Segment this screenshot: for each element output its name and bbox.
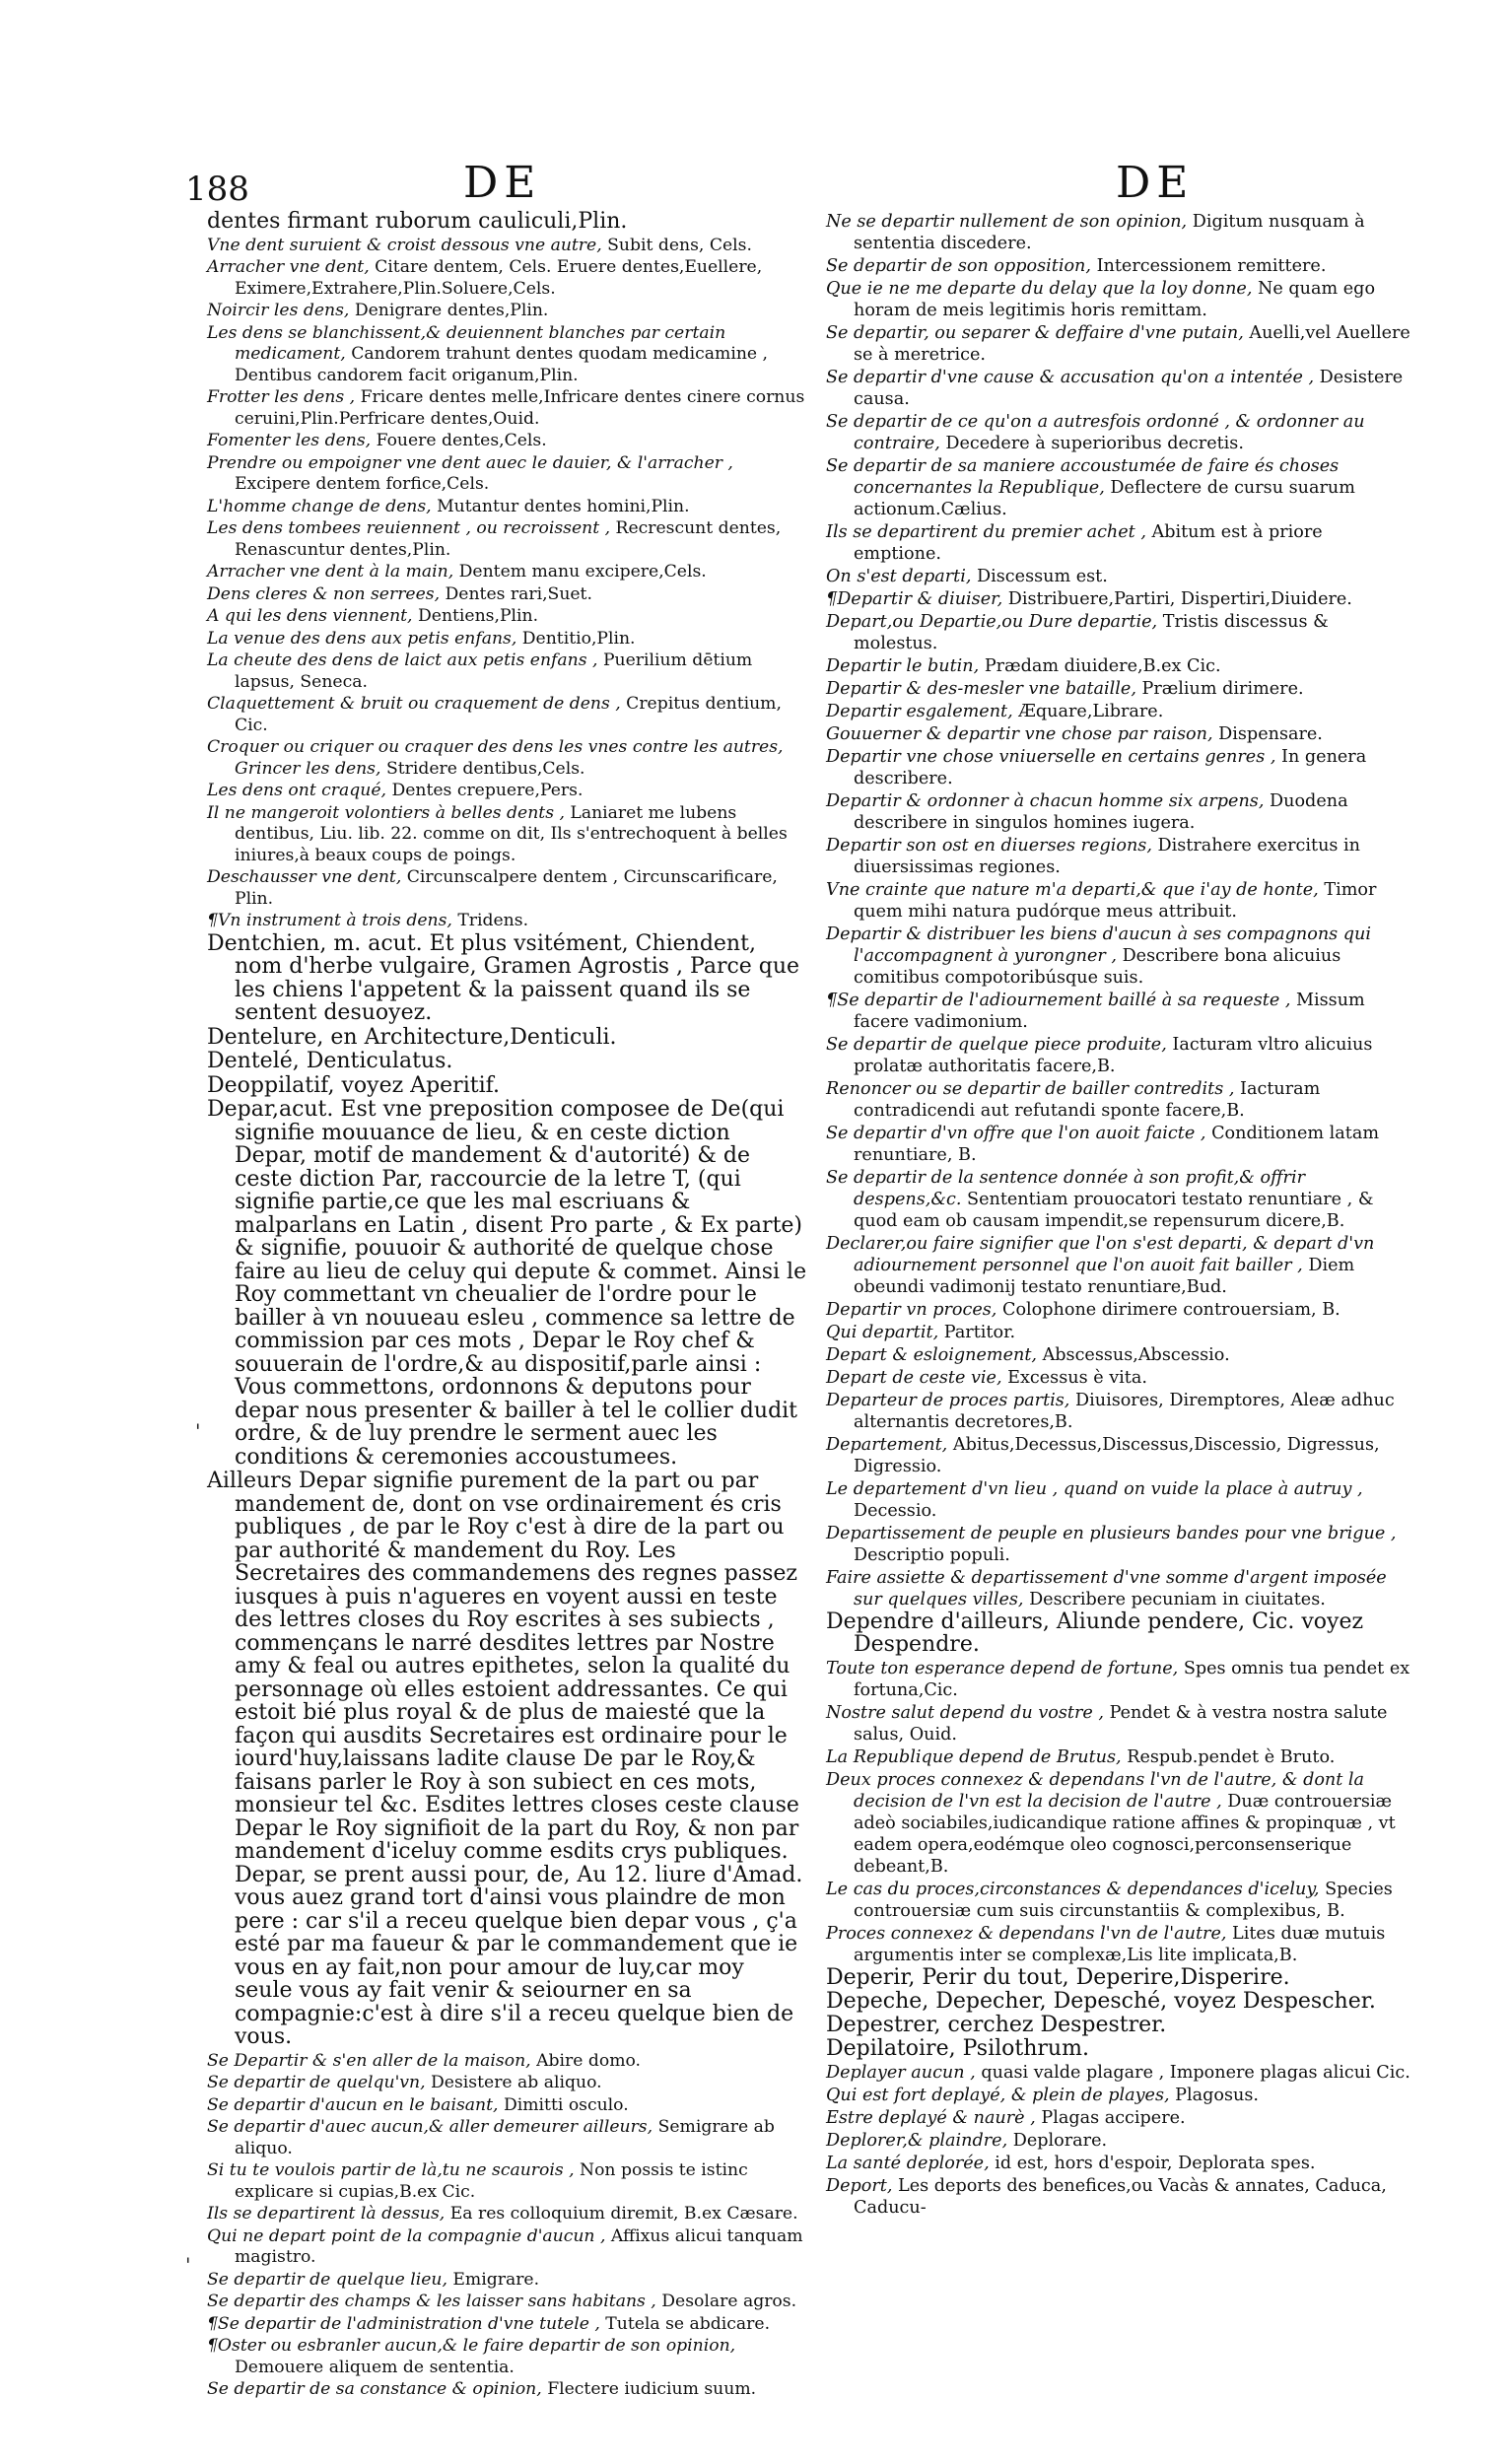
- french-phrase: ¶Departir & diuiser,: [826, 589, 1003, 609]
- running-head-right: DE: [1116, 158, 1195, 208]
- dictionary-entry: [207, 1099, 808, 1470]
- latin-equivalent: Sententiam prouocatori testato renuntiare , & quod eam ob causam impendit,se repensurum dicere,B.: [854, 1190, 1374, 1231]
- dictionary-entry: [207, 2226, 808, 2269]
- french-phrase: La venue des dens aux petis enfans,: [207, 628, 517, 649]
- latin-equivalent: Stridere dentibus,Cels.: [385, 758, 585, 779]
- french-phrase: Les dens tombees reuiennent , ou recroissent ,: [207, 518, 611, 538]
- french-phrase: Se departir de son opposition,: [826, 256, 1091, 276]
- french-phrase: Frotter les dens ,: [207, 387, 356, 407]
- latin-equivalent: Describere bona alicuius comitibus compotoribúsque suis.: [854, 946, 1341, 988]
- latin-equivalent: Semigrare ab aliquo.: [235, 2117, 775, 2158]
- french-phrase: Departeur de proces partis,: [826, 1391, 1070, 1410]
- latin-equivalent: Citare dentem, Cels. Eruere dentes,Euellere, Eximere,Extrahere,Plin.Soluere,Cels.: [235, 257, 763, 299]
- dictionary-entry: [826, 2175, 1411, 2219]
- dictionary-entry: [826, 1123, 1411, 1166]
- french-phrase: Departir son ost en diuerses regions,: [826, 836, 1152, 856]
- french-phrase: Qui departit,: [826, 1323, 939, 1342]
- latin-equivalent: Dentem manu excipere,Cels.: [458, 562, 707, 582]
- latin-equivalent: Timor quem mihi natura pudórque meus attribuit.: [854, 880, 1377, 922]
- dictionary-entry: [826, 1434, 1411, 1477]
- dictionary-entry: [207, 431, 808, 452]
- latin-equivalent: Fricare dentes melle,Infricare dentes cinere cornus ceruini,Plin.Perfricare dentes,Ouid.: [235, 387, 805, 429]
- latin-equivalent: Crepitus dentium, Cic.: [235, 694, 782, 735]
- dictionary-entry: [826, 2062, 1411, 2084]
- french-phrase: Deschausser vne dent,: [207, 867, 402, 887]
- french-phrase: Les dens se blanchissent,& deuiennent blanches par certain medicament,: [207, 322, 726, 364]
- dictionary-entry: [207, 781, 808, 802]
- latin-equivalent: Affixus alicui tanquam magistro.: [235, 2225, 803, 2267]
- latin-equivalent: Desistere ab aliquo.: [431, 2073, 602, 2092]
- latin-equivalent: Subit dens, Cels.: [607, 235, 752, 255]
- latin-equivalent: Decedere à superioribus decretis.: [945, 434, 1244, 453]
- dictionary-entry: [826, 411, 1411, 454]
- french-phrase: Departir & distribuer les biens d'aucun à ses compagnons qui l'accompagnent à yurongner ,: [826, 924, 1371, 966]
- french-phrase: Faire assiette & departissement d'vne somme d'argent imposée sur quelques villes,: [826, 1568, 1387, 1609]
- dictionary-entry: [826, 1167, 1411, 1232]
- dictionary-entry: [826, 655, 1411, 677]
- dictionary-entry: [826, 588, 1411, 610]
- latin-equivalent: Iacturam vltro alicuius prolatæ authoritatis facere,B.: [854, 1035, 1373, 1076]
- dictionary-entry: [207, 2314, 808, 2336]
- french-phrase: La cheute des dens de laict aux petis enfans ,: [207, 650, 598, 670]
- dictionary-entry: [207, 2204, 808, 2225]
- headword-entry: Dentelure, en Architecture,Denticuli.: [207, 1024, 617, 1050]
- french-phrase: Se departir de la sentence donnée à son profit,& offrir despens,&c.: [826, 1168, 1305, 1209]
- dictionary-entry: [826, 835, 1411, 878]
- french-phrase: Departir vne chose vniuerselle en certains genres ,: [826, 747, 1276, 767]
- french-phrase: Deplayer aucun ,: [826, 2063, 976, 2083]
- latin-equivalent: Intercessionem remittere.: [1096, 256, 1327, 276]
- dictionary-entry: [826, 1034, 1411, 1077]
- dictionary-entry: [207, 323, 808, 387]
- french-phrase: ¶Vn instrument à trois dens,: [207, 911, 452, 930]
- latin-equivalent: Prædam diuidere,B.ex Cic.: [984, 656, 1221, 676]
- french-phrase: Depart,ou Departie,ou Dure departie,: [826, 612, 1158, 632]
- dictionary-entry: [826, 255, 1411, 277]
- french-phrase: Toute ton esperance depend de fortune,: [826, 1659, 1179, 1678]
- french-phrase: Fomenter les dens,: [207, 431, 372, 450]
- latin-equivalent: Spes omnis tua pendet ex fortuna,Cic.: [854, 1659, 1410, 1700]
- dictionary-entry: [826, 1322, 1411, 1343]
- french-phrase: A qui les dens viennent,: [207, 606, 413, 626]
- latin-equivalent: Prælium dirimere.: [1141, 679, 1304, 699]
- latin-equivalent: Conditionem latam renuntiare, B.: [854, 1124, 1380, 1165]
- latin-equivalent: Plagas accipere.: [1041, 2108, 1186, 2128]
- french-phrase: Departir vn proces,: [826, 1300, 997, 1320]
- latin-equivalent: Dispensare.: [1218, 724, 1323, 744]
- french-phrase: Que ie ne me departe du delay que la loy donne,: [826, 279, 1253, 299]
- latin-equivalent: Recrescunt dentes, Renascuntur dentes,Plin.: [235, 518, 782, 560]
- dictionary-entry: [826, 2085, 1411, 2106]
- dictionary-entry: [207, 803, 808, 867]
- french-phrase: Proces connexez & dependans l'vn de l'autre,: [826, 1924, 1227, 1944]
- dictionary-entry: [826, 678, 1411, 700]
- french-phrase: Departement,: [826, 1435, 948, 1455]
- french-phrase: Se departir de ce qu'on a autresfois ordonné , & ordonner au contraire,: [826, 412, 1365, 453]
- dictionary-entry: [207, 2117, 808, 2159]
- dictionary-entry: [207, 1471, 808, 2050]
- latin-equivalent: Lites duæ mutuis argumentis inter se complexæ,Lis lite implicata,B.: [854, 1924, 1386, 1965]
- dictionary-entry: [207, 211, 808, 235]
- dictionary-entry: [207, 650, 808, 693]
- latin-equivalent: Excipere dentem forfice,Cels.: [235, 474, 490, 494]
- latin-equivalent: Abitum est à priore emptione.: [854, 522, 1323, 564]
- french-phrase: La Republique depend de Brutus,: [826, 1747, 1122, 1767]
- latin-equivalent: Laniaret me lubens dentibus, Liu. lib. 22. comme on dit, Ils s'entrechoquent à belles iniures,à beaux coups de poings.: [235, 802, 788, 865]
- latin-equivalent: Plagosus.: [1175, 2086, 1259, 2105]
- latin-equivalent: Tridens.: [457, 911, 529, 930]
- latin-equivalent: Deplorare.: [1012, 2131, 1108, 2151]
- latin-equivalent: Duæ controuersiæ adeò sociabiles,iudicandique ratione affines & propinquæ , vt eadem opera,eodémque oleo cognosci,perconsenserique debeant,B.: [854, 1792, 1396, 1877]
- french-phrase: Les dens ont craqué,: [207, 781, 386, 800]
- dictionary-entry: [826, 278, 1411, 321]
- latin-equivalent: Descriptio populi.: [854, 1545, 1010, 1565]
- dictionary-entry: [826, 1746, 1411, 1768]
- dictionary-entry: [826, 746, 1411, 789]
- french-phrase: Nostre salut depend du vostre ,: [826, 1703, 1104, 1723]
- french-phrase: ¶Se departir de l'adiournement baillé à sa requeste ,: [826, 991, 1291, 1010]
- dictionary-entry: [207, 2073, 808, 2094]
- latin-equivalent: Emigrare.: [452, 2269, 540, 2290]
- dictionary-entry: [826, 1658, 1411, 1701]
- dictionary-entry: [826, 211, 1411, 254]
- margin-mark: ': [185, 2253, 191, 2277]
- latin-equivalent: Distrahere exercitus in diuersissimas regiones.: [854, 836, 1361, 877]
- latin-equivalent: Pendet & à vestra nostra salute salus, Ouid.: [854, 1703, 1388, 1745]
- dictionary-entry: [207, 2270, 808, 2292]
- french-phrase: Se departir de sa constance & opinion,: [207, 2379, 542, 2399]
- dictionary-entry: [826, 2153, 1411, 2174]
- french-phrase: La santé deplorée,: [826, 2154, 990, 2173]
- french-phrase: Deport,: [826, 2176, 893, 2196]
- dictionary-entry: [826, 1233, 1411, 1298]
- latin-equivalent: Discessum est.: [977, 567, 1108, 586]
- latin-equivalent: Æquare,Librare.: [1018, 702, 1164, 721]
- french-phrase: Se departir d'vn offre que l'on auoit faicte ,: [826, 1124, 1206, 1143]
- dictionary-entry: [207, 694, 808, 736]
- dictionary-entry: [826, 2130, 1411, 2152]
- latin-equivalent: Species controuersiæ cum suis circunstantiis & complexibus, B.: [854, 1880, 1393, 1921]
- dictionary-entry: [207, 2292, 808, 2313]
- latin-equivalent: Flectere iudicium suum.: [547, 2379, 757, 2399]
- dictionary-entry: [826, 1991, 1411, 2014]
- dictionary-entry: [826, 1879, 1411, 1922]
- french-phrase: Prendre ou empoigner vne dent auec le dauier, & l'arracher ,: [207, 452, 733, 473]
- dictionary-entry: [207, 737, 808, 780]
- latin-equivalent: Missum facere vadimonium.: [854, 991, 1365, 1032]
- headword-entry: Deoppilatif, voyez Aperitif.: [207, 1072, 500, 1098]
- latin-equivalent: Candorem trahunt dentes quodam medicamine , Dentibus candorem facit origanum,Plin.: [235, 344, 768, 385]
- dictionary-entry: [207, 1051, 808, 1074]
- latin-equivalent: Abire domo.: [536, 2050, 641, 2071]
- dictionary-entry: [826, 723, 1411, 745]
- latin-equivalent: Diuisores, Diremptores, Aleæ adhuc alternantis decretores,B.: [854, 1391, 1395, 1432]
- latin-equivalent: Dentiens,Plin.: [418, 606, 539, 626]
- left-column: [207, 211, 808, 2402]
- french-phrase: Departir & ordonner à chacun homme six arpens,: [826, 791, 1265, 811]
- dictionary-entry: [826, 455, 1411, 520]
- dictionary-entry: [826, 1344, 1411, 1366]
- dictionary-entry: [826, 1923, 1411, 1966]
- french-phrase: Estre deplayé & naurè ,: [826, 2108, 1036, 2128]
- dictionary-entry: [207, 930, 808, 1026]
- headword-entry: Ailleurs Depar signifie purement de la part ou par mandement de, dont on vse ordinairement és cris publiques , de par le Roy c'est à dire de la part ou par authorité & mandement du Roy. Les Secretaires des commandemens des regnes passez iusques à puis n'agueres en voyent aussi en teste des lettres closes du Roy escrites à ses subiects , commençans le narré desdites lettres par Nostre amy & feal ou autres epithetes, selon la qualité du personnage où elles estoient addressantes. Ce qui estoit bié plus royal & de plus de maiesté que la façon qui ausdits Secretaires est ordinaire pour le iourd'huy,laissans ladite clause De par le Roy,& faisans parler le Roy à son subiect en ces mots, monsieur tel &c. Esdites lettres closes ceste clause Depar le Roy signifioit de la part du Roy, & non par mandement d'iceluy comme esdits crys publiques. Depar, se prent aussi pour, de, Au 12. liure d'Amad. vous auez grand tort d'ainsi vous plaindre de mon pere : car s'il a receu quelque bien depar vous , ç'a esté par ma faueur & par le commandement que ie vous en ay fait,non pour amour de luy,car moy seule vous ay fait venir & seiourner en sa compagnie:c'est à dire s'il a receu quelque bien de vous.: [207, 1469, 803, 2049]
- latin-equivalent: Denigrare dentes,Plin.: [354, 301, 549, 320]
- latin-equivalent: Tristis discessus & molestus.: [854, 612, 1329, 653]
- latin-equivalent: Desolare agros.: [661, 2292, 797, 2311]
- headword-entry: Dependre d'ailleurs, Aliunde pendere, Cic. voyez Despendre.: [826, 1609, 1364, 1657]
- dictionary-entry: [207, 236, 808, 257]
- dictionary-entry: [826, 1523, 1411, 1566]
- latin-equivalent: Excessus è vita.: [1007, 1368, 1147, 1388]
- dictionary-entry: [207, 453, 808, 496]
- latin-equivalent: Abitus,Decessus,Discessus,Discessio, Digressus, Digressio.: [854, 1435, 1380, 1476]
- latin-equivalent: Desistere causa.: [854, 368, 1404, 409]
- latin-equivalent: Puerilium dētium lapsus, Seneca.: [235, 650, 753, 692]
- french-phrase: Vne dent suruient & croist dessous vne autre,: [207, 235, 602, 255]
- french-phrase: Arracher vne dent à la main,: [207, 562, 454, 582]
- french-phrase: Croquer ou criquer ou craquer des dens les vnes contre les autres, Grincer les dens,: [207, 737, 784, 779]
- latin-equivalent: Non possis te istinc explicare si cupias,B.ex Cic.: [235, 2160, 748, 2202]
- latin-equivalent: Tutela se abdicare.: [605, 2313, 771, 2334]
- french-phrase: Si tu te voulois partir de là,tu ne scaurois ,: [207, 2160, 575, 2180]
- french-phrase: Ils se departirent là dessus,: [207, 2204, 446, 2224]
- dictionary-entry: [826, 2107, 1411, 2129]
- french-phrase: Se departir de sa maniere accoustumée de faire és choses concernantes la Republique,: [826, 456, 1340, 498]
- headword-entry: Deperir, Perir du tout, Deperire,Disperire.: [826, 1965, 1290, 1990]
- dictionary-entry: [207, 867, 808, 910]
- french-phrase: Le cas du proces,circonstances & dependances d'iceluy,: [826, 1880, 1320, 1899]
- french-phrase: Deux proces connexez & dependans l'vn de l'autre, & dont la decision de l'vn est la decision de l'autre ,: [826, 1770, 1365, 1812]
- dictionary-entry: [207, 387, 808, 430]
- headword-entry: Depar,acut. Est vne preposition composee de De(qui signifie mouuance de lieu, & en ceste diction Depar, motif de mandement & d'autorité) & de ceste diction Par, raccourcie de la letre T, (qui signifie partie,ce que les mal escriuans & malparlans en Latin , disent Pro parte , & Ex parte) & signifie, pouuoir & authorité de quelque chose faire au lieu de celuy qui depute & commet. Ainsi le Roy commettant vn cheualier de l'ordre pour le bailler à vn nouueau esleu , commence sa lettre de commission par ces mots , Depar le Roy chef & souuerain de l'ordre,& au dispositif,parle ainsi : Vous commettons, ordonnons & deputons pour depar nous presenter & bailler à tel le collier dudit ordre, & de luy prendre le serment auec les conditions & ceremonies accoustumees.: [207, 1097, 807, 1470]
- dictionary-entry: [826, 1299, 1411, 1321]
- french-phrase: Departissement de peuple en plusieurs bandes pour vne brigue ,: [826, 1524, 1397, 1543]
- french-phrase: Departir le butin,: [826, 656, 980, 676]
- dictionary-entry: [826, 1367, 1411, 1389]
- french-phrase: Departir esgalement,: [826, 702, 1013, 721]
- dictionary-entry: [826, 879, 1411, 923]
- dictionary-entry: [207, 2095, 808, 2117]
- french-phrase: L'homme change de dens,: [207, 496, 432, 516]
- dictionary-entry: [826, 1390, 1411, 1433]
- french-phrase: Gouuerner & departir vne chose par raison,: [826, 724, 1213, 744]
- dictionary-entry: [207, 518, 808, 561]
- margin-mark: ': [195, 1419, 201, 1443]
- latin-equivalent: Duodena describere in singulos homines iugera.: [854, 791, 1348, 833]
- dictionary-entry: [826, 924, 1411, 989]
- dictionary-entry: [826, 1702, 1411, 1745]
- french-phrase: Se departir de quelque piece produite,: [826, 1035, 1167, 1055]
- latin-equivalent: In genera describere.: [854, 747, 1367, 788]
- latin-equivalent: Distribuere,Partiri, Dispertiri,Diuidere.: [1007, 589, 1352, 609]
- dictionary-entry: [207, 301, 808, 322]
- dictionary-entry: [826, 1478, 1411, 1522]
- french-phrase: Deplorer,& plaindre,: [826, 2131, 1008, 2151]
- latin-equivalent: Iacturam contradicendi aut refutandi sponte facere,B.: [854, 1079, 1321, 1121]
- french-phrase: Se departir d'vne cause & accusation qu'on a intentée ,: [826, 368, 1315, 387]
- french-phrase: Qui ne depart point de la compagnie d'aucun ,: [207, 2225, 606, 2246]
- dictionary-entry: [826, 2015, 1411, 2037]
- dictionary-entry: [207, 2336, 808, 2378]
- dictionary-entry: [826, 2038, 1411, 2061]
- page-number: 188: [185, 170, 249, 209]
- latin-equivalent: Ne quam ego horam de meis legitimis horis remittam.: [854, 279, 1376, 320]
- dictionary-entry: [207, 2160, 808, 2203]
- dictionary-entry: [826, 1567, 1411, 1610]
- dictionary-entry: [826, 1611, 1411, 1657]
- french-phrase: Vne crainte que nature m'a departi,& que i'ay de honte,: [826, 880, 1319, 900]
- latin-equivalent: id est, hors d'espoir, Deplorata spes.: [995, 2154, 1316, 2173]
- dictionary-entry: [207, 257, 808, 300]
- latin-equivalent: Demouere aliquem de sententia.: [235, 2357, 515, 2377]
- french-phrase: Se Departir & s'en aller de la maison,: [207, 2050, 531, 2071]
- dictionary-entry: [207, 2051, 808, 2073]
- latin-equivalent: Colophone dirimere controuersiam, B.: [1002, 1300, 1340, 1320]
- latin-equivalent: Fouere dentes,Cels.: [376, 431, 547, 450]
- dictionary-entry: [826, 521, 1411, 565]
- french-phrase: Il ne mangeroit volontiers à belles dents ,: [207, 802, 565, 823]
- dictionary-entry: [826, 990, 1411, 1033]
- french-phrase: Depart & esloignement,: [826, 1345, 1037, 1365]
- latin-equivalent: quasi valde plagare , Imponere plagas alicui Cic.: [981, 2063, 1410, 2083]
- latin-equivalent: Mutantur dentes homini,Plin.: [437, 496, 690, 516]
- french-phrase: Se departir de quelque lieu,: [207, 2269, 447, 2290]
- latin-equivalent: Dentes rari,Suet.: [445, 583, 592, 604]
- dictionary-entry: [207, 1072, 808, 1099]
- headword-entry: Depeche, Depecher, Depesché, voyez Despescher.: [826, 1989, 1376, 2014]
- latin-equivalent: Circunscalpere dentem , Circunscarificare, Plin.: [235, 867, 778, 909]
- dictionary-entry: [207, 584, 808, 606]
- latin-equivalent: Partitor.: [943, 1323, 1016, 1342]
- dictionary-entry: [826, 1078, 1411, 1122]
- headword-entry: Depilatoire, Psilothrum.: [826, 2036, 1089, 2061]
- french-phrase: Se departir des champs & les laisser sans habitans ,: [207, 2292, 656, 2311]
- headword-entry: Dentelé, Denticulatus.: [207, 1049, 453, 1073]
- dictionary-entry: [826, 1967, 1411, 1990]
- latin-equivalent: Dimitti osculo.: [503, 2094, 629, 2115]
- latin-equivalent: Digitum nusquam à sententia discedere.: [854, 212, 1365, 253]
- latin-equivalent: Deflectere de cursu suarum actionum.Cælius.: [854, 478, 1355, 519]
- dictionary-entry: [826, 790, 1411, 834]
- dictionary-entry: [207, 606, 808, 628]
- french-phrase: Depart de ceste vie,: [826, 1368, 1002, 1388]
- dictionary-entry: [207, 629, 808, 650]
- french-phrase: Se departir, ou separer & deffaire d'vne putain,: [826, 323, 1244, 343]
- latin-equivalent: Abscessus,Abscessio.: [1042, 1345, 1230, 1365]
- latin-equivalent: Dentes crepuere,Pers.: [391, 781, 584, 800]
- french-phrase: Ils se departirent du premier achet ,: [826, 522, 1146, 542]
- latin-equivalent: Dentitio,Plin.: [521, 628, 636, 649]
- dictionary-entry: [207, 911, 808, 932]
- french-phrase: Se departir de quelqu'vn,: [207, 2073, 426, 2092]
- headword-entry: Depestrer, cerchez Despestrer.: [826, 2013, 1167, 2037]
- right-column: [826, 211, 1411, 2220]
- french-phrase: Dens cleres & non serrees,: [207, 583, 441, 604]
- headword-entry: dentes firmant ruborum cauliculi,Plin.: [207, 209, 628, 234]
- french-phrase: Se departir d'auec aucun,& aller demeurer ailleurs,: [207, 2117, 653, 2137]
- dictionary-entry: [207, 497, 808, 518]
- french-phrase: On s'est departi,: [826, 567, 972, 586]
- french-phrase: Claquettement & bruit ou craquement de dens ,: [207, 694, 621, 714]
- dictionary-entry: [826, 611, 1411, 654]
- dictionary-entry: [826, 701, 1411, 722]
- latin-equivalent: Describere pecuniam in ciuitates.: [1029, 1590, 1326, 1609]
- latin-equivalent: Auelli,vel Auellere se à meretrice.: [854, 323, 1410, 365]
- french-phrase: Ne se departir nullement de son opinion,: [826, 212, 1188, 232]
- dictionary-entry: [207, 2379, 808, 2401]
- dictionary-entry: [207, 1024, 808, 1051]
- french-phrase: ¶Se departir de l'administration d'vne tutele ,: [207, 2313, 600, 2334]
- french-phrase: Noircir les dens,: [207, 301, 350, 320]
- french-phrase: Le departement d'vn lieu , quand on vuide la place à autruy ,: [826, 1479, 1363, 1499]
- dictionary-entry: [207, 562, 808, 583]
- french-phrase: Departir & des-mesler vne bataille,: [826, 679, 1136, 699]
- latin-equivalent: Ea res colloquium diremit, B.ex Cæsare.: [449, 2204, 798, 2224]
- french-phrase: ¶Oster ou esbranler aucun,& le faire departir de son opinion,: [207, 2336, 736, 2356]
- french-phrase: Se departir d'aucun en le baisant,: [207, 2094, 499, 2115]
- french-phrase: Qui est fort deplayé, & plein de playes,: [826, 2086, 1170, 2105]
- latin-equivalent: Diem obeundi vadimonij testato renuntiare,Bud.: [854, 1256, 1355, 1297]
- dictionary-entry: [826, 566, 1411, 587]
- french-phrase: Declarer,ou faire signifier que l'on s'est departi, & depart d'vn adiournement personnel que l'on auoit fait bailler ,: [826, 1234, 1375, 1275]
- dictionary-entry: [826, 367, 1411, 410]
- latin-equivalent: Les deports des benefices,ou Vacàs & annates, Caduca, Caducu-: [854, 2176, 1387, 2218]
- dictionary-entry: [826, 322, 1411, 366]
- running-head-left: DE: [463, 158, 542, 208]
- french-phrase: Renoncer ou se departir de bailler contredits ,: [826, 1079, 1235, 1099]
- dictionary-entry: [826, 1769, 1411, 1878]
- latin-equivalent: Decessio.: [854, 1501, 937, 1521]
- latin-equivalent: Respub.pendet è Bruto.: [1127, 1747, 1336, 1767]
- french-phrase: Arracher vne dent,: [207, 257, 370, 277]
- headword-entry: Dentchien, m. acut. Et plus vsitément, Chiendent, nom d'herbe vulgaire, Gramen Agrostis , Parce que les chiens l'appetent & la paissent quand ils se sentent desuoyez.: [207, 930, 800, 1025]
